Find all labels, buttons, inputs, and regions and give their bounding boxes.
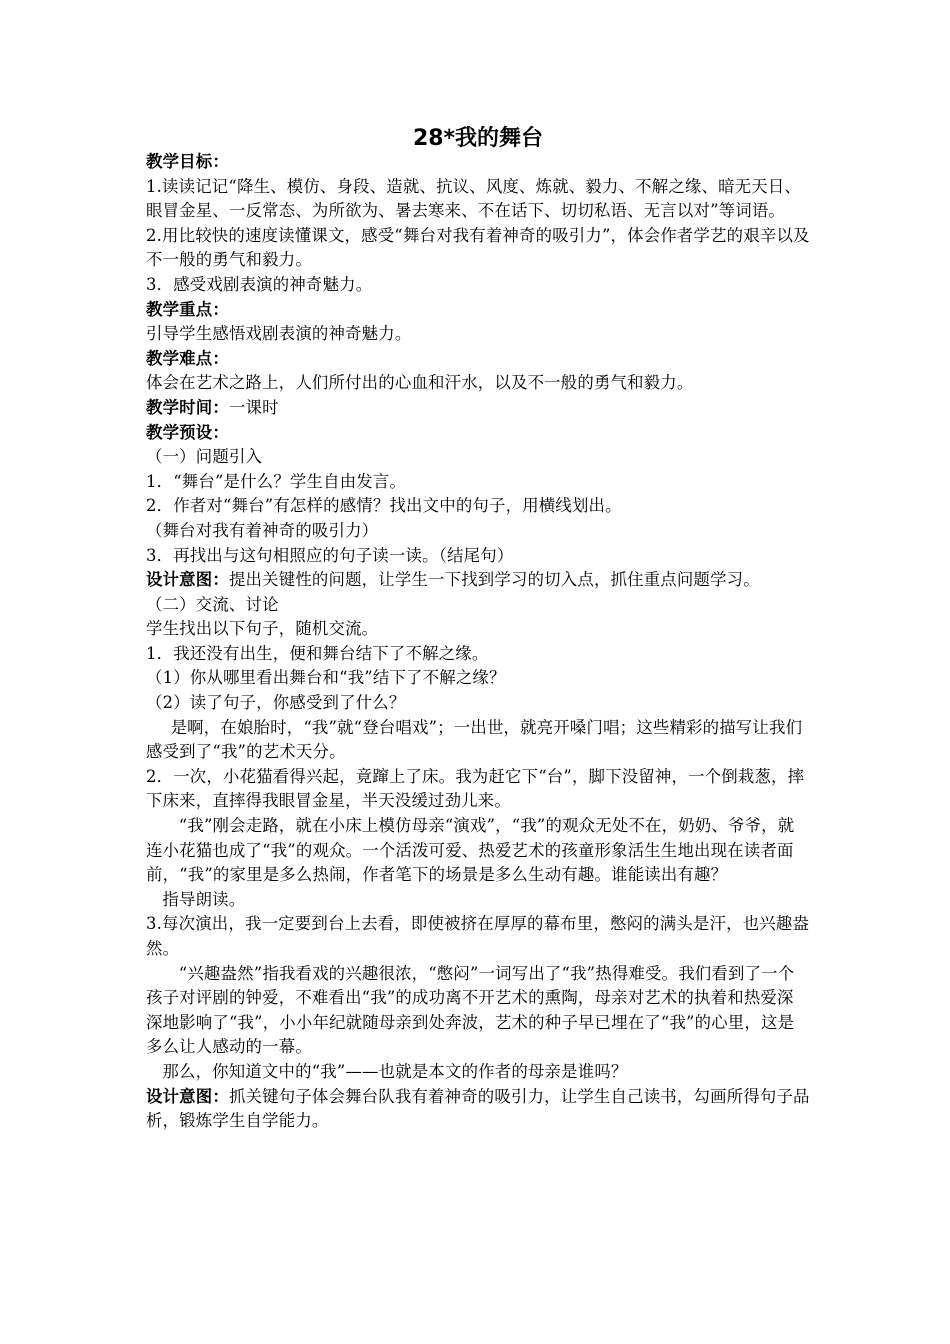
- section-2-passage-2-note: “我”刚会走路，就在小床上模仿母亲“演戏”，“我”的观众无处不在，奶奶、爷爷，就连小花猫也成了“我”的观众。一个活泼可爱、热爱艺术的孩童形象活生生地出现在读者面前，“我”的家里是多么热闹，作者笔下的场景是多么生动有趣。谁能读出有趣？: [146, 816, 795, 885]
- focus-text: 引导学生感悟戏剧表演的神奇魅力。: [146, 324, 412, 344]
- section-2-passage-1-question-2: （2）读了句子，你感受到了什么？: [146, 693, 406, 713]
- section-2-passage-1-question-1: （1）你从哪里看出舞台和“我”结下了不解之缘？: [146, 668, 506, 688]
- section-1-question-2: 2．作者对“舞台”有怎样的感情？找出文中的句子，用横线划出。: [146, 496, 622, 516]
- section-1-heading: （一）问题引入: [146, 447, 263, 467]
- section-1-question-3: 3．再找出与这句相照应的句子读一读。（结尾句）: [146, 545, 514, 565]
- design-intent-2: [146, 1085, 810, 1134]
- time-text: 一课时: [228, 397, 279, 417]
- section-2-passage-2: 2．一次，小花猫看得兴起，竟蹿上了床。我为赶它下“台”，脚下没留神，一个倒栽葱，摔下床来，直摔得我眼冒金星，半天没缓过劲儿来。: [146, 766, 805, 811]
- section-2-passage-2-guide: 指导朗读。: [162, 889, 246, 909]
- design-intent-2-text: 抓关键句子体会舞台队我有着神奇的吸引力，让学生自己读书，勾画所得句子品析，锻炼学生自学能力。: [146, 1086, 810, 1131]
- section-2-heading: （二）交流、讨论: [146, 594, 279, 614]
- design-intent-1: [146, 568, 810, 593]
- design-intent-1-heading: 设计意图：: [146, 570, 229, 590]
- section-2-passage-3: 3.每次演出，我一定要到台上去看，即使被挤在厚厚的幕布里，憋闷的满头是汗，也兴趣盎然。: [146, 914, 810, 958]
- goal-3: 3．感受戏剧表演的神奇魅力。: [146, 274, 373, 294]
- difficulty-heading: 教学难点：: [146, 348, 229, 368]
- section-2-intro: 学生找出以下句子，随机交流。: [146, 619, 379, 639]
- section-1-question-1: 1．“舞台”是什么？学生自由发言。: [146, 471, 407, 491]
- document-body: [146, 150, 810, 1134]
- design-intent-2-heading: 设计意图：: [146, 1086, 229, 1106]
- section-2-passage-1: 1．我还没有出生，便和舞台结下了不解之缘。: [146, 643, 489, 663]
- time-line: [146, 396, 810, 421]
- plan-heading: 教学预设：: [146, 422, 229, 442]
- section-2-passage-3-question: 那么，你知道文中的“我”——也就是本文的作者的母亲是谁吗？: [162, 1061, 628, 1081]
- section-2-passage-3-note: “兴趣盎然”指我看戏的兴趣很浓，“憋闷”一词写出了“我”热得难受。我们看到了一个孩子对评剧的钟爱，不难看出“我”的成功离不开艺术的熏陶，母亲对艺术的执着和热爱深深地影响了“我”，小小年纪就随母亲到处奔波，艺术的种子早已埋在了“我”的心里，这是多么让人感动的一幕。: [146, 963, 795, 1057]
- section-1-answer-2: （舞台对我有着神奇的吸引力）: [146, 520, 379, 540]
- goal-1: 1.读读记记“降生、模仿、身段、造就、抗议、风度、炼就、毅力、不解之缘、暗无天日、眼冒金星、一反常态、为所欲为、暑去寒来、不在话下、切切私语、无言以对”等词语。: [146, 176, 802, 221]
- goal-2: 2.用比较快的速度读懂课文，感受“舞台对我有着神奇的吸引力”，体会作者学艺的艰辛以及不一般的勇气和毅力。: [146, 225, 810, 270]
- difficulty-text: 体会在艺术之路上，人们所付出的心血和汗水，以及不一般的勇气和毅力。: [146, 373, 694, 393]
- design-intent-1-text: 提出关键性的问题，让学生一下找到学习的切入点，抓住重点问题学习。: [228, 570, 760, 590]
- goals-heading: 教学目标：: [146, 152, 229, 171]
- section-2-passage-1-note: 是啊，在娘胎时，“我”就“登台唱戏”；一出世，就亮开嗓门唱；这些精彩的描写让我们感受到了“我”的艺术天分。: [146, 717, 803, 762]
- time-heading: 教学时间：: [146, 397, 229, 417]
- page-title: 28*我的舞台: [412, 126, 544, 151]
- focus-heading: 教学重点：: [146, 299, 229, 319]
